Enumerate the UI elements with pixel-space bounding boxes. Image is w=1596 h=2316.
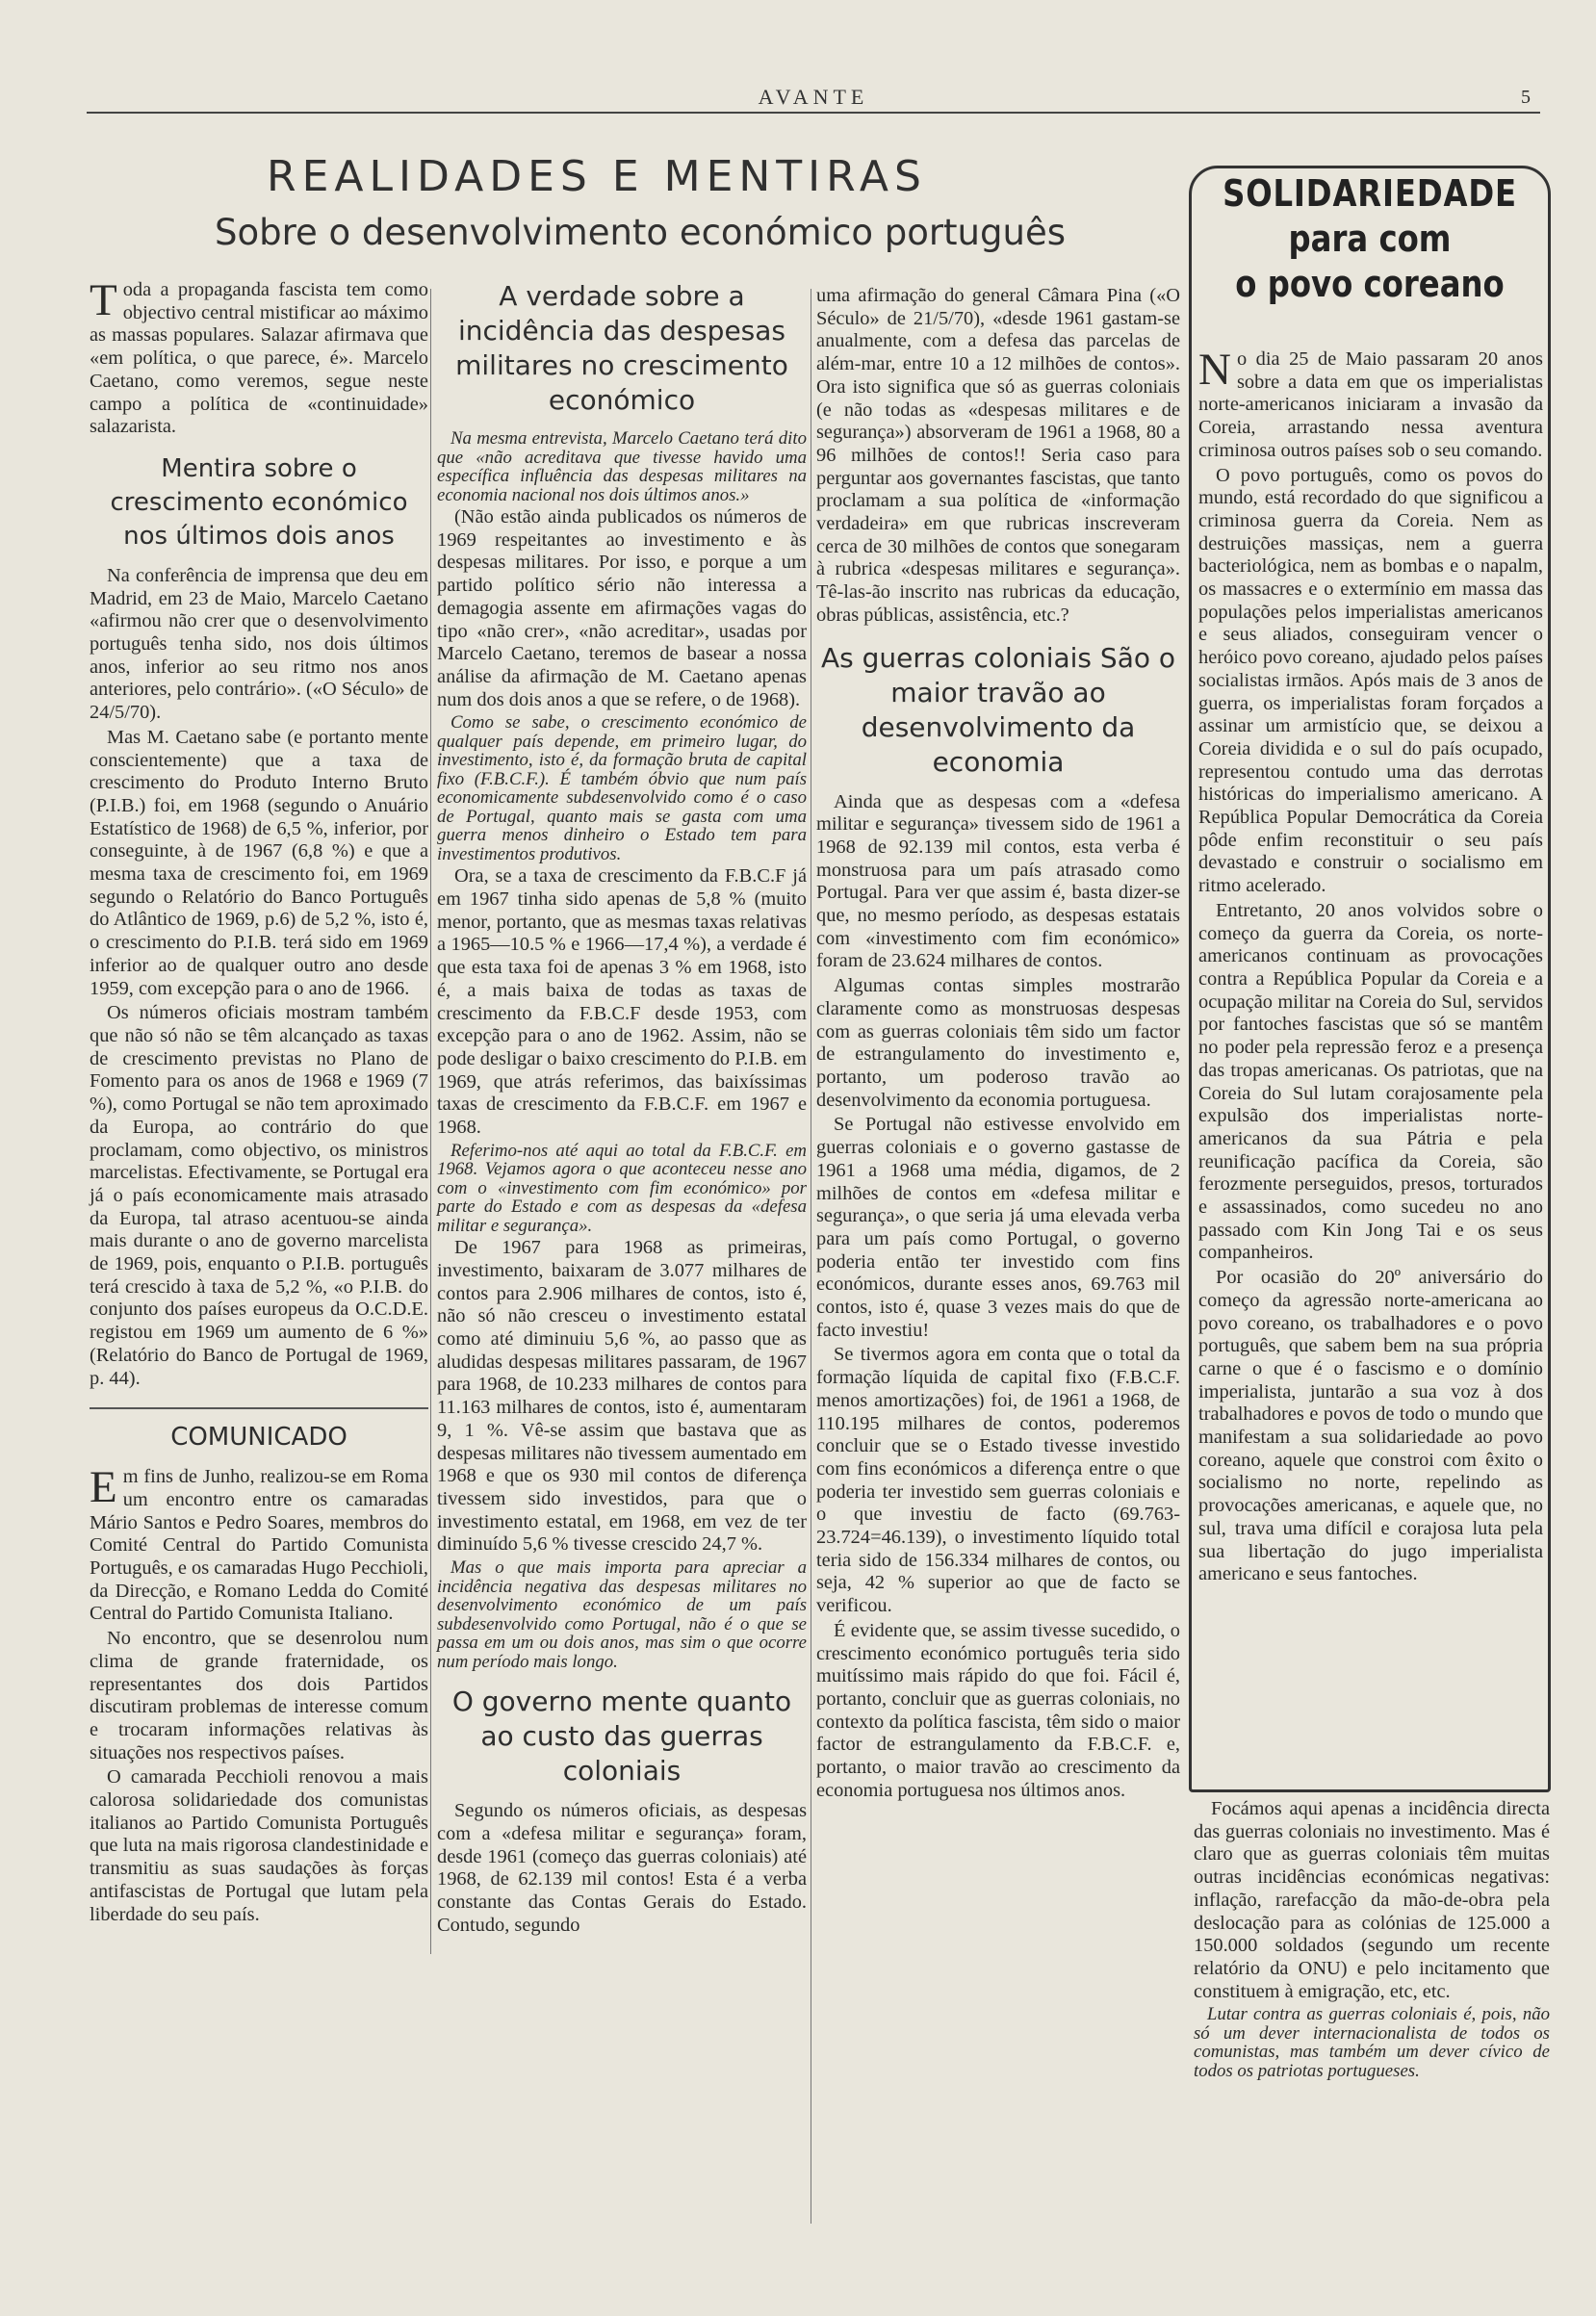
article-paragraph: Toda a propaganda fascista tem como objectivo central mistificar ao máximo as massas populares. Salazar afirmava que «em política, o que parece, é». Marcelo Caetano, como veremos, segue neste campo a política de «continuidade» salazarista. (90, 275, 428, 438)
article-paragraph: Focámos aqui apenas a incidência directa das guerras coloniais no investimento. Mas é claro que as guerras coloniais têm muitas outras incidências económicas negativas: inflação, rarefacção da mão-de-obra pela deslocação para as colónias de 125.000 a 150.000 soldados (segundo um recente relatório da ONU) e pelo incitamento que constituem à emigração, etc, etc. (1194, 1798, 1550, 2002)
article-paragraph: Ainda que as despesas com a «defesa militar e segurança» tivessem sido de 1961 a 1968 de 92.139 mil contos, esta verba é monstruosa para um país atrasado como Portugal. Para ver que assim é, basta dizer-se que, no mesmo período, as despesas estatais com «investimento com fim económico» foram de 23.624 milhares de contos. (816, 790, 1180, 972)
article-paragraph: (Não estão ainda publicados os números de 1969 respeitantes ao investimento e às despesas militares. Por isso, e porque a um partido político sério não interessa a demagogia assente em afirmações vagas do tipo «não crer», «não acreditar», usadas por Marcelo Caetano, teremos de basear a nossa análise da afirmação de M. Caetano apenas num dos dois anos a que se refere, o de 1968). (437, 506, 807, 710)
solidarity-text (1198, 345, 1543, 1588)
communique-section (90, 1407, 428, 1926)
running-head (87, 85, 1540, 116)
article-paragraph: De 1967 para 1968 as primeiras, investimento, baixaram de 3.077 milhares de contos para 2.906 milhares de contos, isto é, não só não cresceu o investimento estatal como até diminuiu 5,6 %, ao passo que as aludidas despesas militares passaram, de 1967 para 1968, de 10.233 milhares de contos para 11.163 milhares de contos, isto é, aumentaram 9, 1 %. Vê-se assim que bastava que as despesas militares não tivessem aumentado em 1968 e que os 930 mil contos de diferença tivessem sido investidos, para que o investimento estatal, em 1968, em vez de ter diminuído 5,6 % tivesse crescido 24,7 %. (437, 1237, 807, 1556)
column-3 (816, 285, 1180, 1804)
page-number: 5 (1521, 87, 1531, 108)
article-paragraph: Os números oficiais mostram também que não só não se têm alcançado as taxas de crescimento previstas no Plano de Fomento para os anos de 1968 e 1969 (7 %), como Portugal se não tem aproximado da Europa, ao contrário do que proclamam, como objectivo, os ministros marcelistas. Efectivamente, se Portugal era já o país economicamente mais atrasado da Europa, tal atraso acentuou-se ainda mais durante o ano de governo marcelista de 1969, pois, enquanto o P.I.B. português terá crescido à taxa de 5,2 %, «o P.I.B. do conjunto dos países europeus da O.C.D.E. registou em 1969 um aumento de 6 %» (Relatório do Banco de Portugal de 1969, p. 44). (90, 1002, 428, 1389)
running-head-title: AVANTE (758, 85, 869, 109)
article-paragraph: Se Portugal não estivesse envolvido em guerras coloniais e o governo gastasse de 1961 a 1968 uma média, digamos, de 2 milhões de contos em «defesa militar e segurança», o que seria já uma elevada verba para um país como Portugal, o governo poderia então ter investido com fins económicos, durante esses anos, 69.763 mil contos, isto é, quase 3 vezes mais do que de facto investiu! (816, 1114, 1180, 1341)
article-paragraph: É evidente que, se assim tivesse sucedido, o crescimento económico português teria sido muitíssimo mais rápido do que foi. Fácil é, portanto, concluir que as guerras coloniais, no contexto da política fascista, têm sido o maior factor de estrangulamento da F.B.C.F. e, portanto, o maior travão ao crescimento da economia portuguesa nos últimos anos. (816, 1619, 1180, 1801)
running-head-rule (87, 112, 1540, 114)
article-paragraph: Na conferência de imprensa que deu em Madrid, em 23 de Maio, Marcelo Caetano «afirmou não crer que o desenvolvimento português tenha sido, nos dois últimos anos, inferior ao seu ritmo nos anos anteriores, pelo contrário». («O Século» de 24/5/70). (90, 564, 428, 724)
column-4 (1194, 1798, 1550, 2082)
article-paragraph: Como se sabe, o crescimento económico de qualquer país depende, em primeiro lugar, do investimento, isto é, da formação bruta de capital fixo (F.B.C.F.). É também óbvio que num país economicamente subdesenvolvido como é o caso de Portugal, quanto mais se gasta com uma guerra menos dinheiro o Estado tem para investimentos produtivos. (437, 712, 807, 864)
drop-cap: T (90, 275, 117, 325)
article-paragraph: O camarada Pecchioli renovou a mais calorosa solidariedade dos comunistas italianos ao Partido Comunista Português que luta na mais rigorosa clandestinidade e transmitiu as suas saudações às forças antifascistas de Portugal que lutam pela liberdade do seu país. (90, 1766, 428, 1925)
article-paragraph: Se tivermos agora em conta que o total da formação líquida de capital fixo (F.B.C.F. menos amortizações) foi, de 1961 a 1968, de 110.195 milhares de contos, poderemos concluir que se o Estado tivesse investido com fins económicos a diferença entre o que poderia ter investido sem guerras coloniais e o que investiu de facto (69.763-23.724=46.139), o investimento líquido total teria sido de 156.334 milhares de contos, ou seja, 42 % superior ao que de facto se verificou. (816, 1344, 1180, 1617)
drop-cap: N (1198, 345, 1231, 395)
article-paragraph: Ora, se a taxa de crescimento da F.B.C.F já em 1967 tinha sido apenas de 5,8 % (muito menor, portanto, que as mesmas taxas relativas a 1965—10.5 % e 1966—17,4 %), a verdade é que esta taxa foi de apenas 3 % em 1968, isto é, a mais baixa de todas as taxas de crescimento da F.B.C.F desde 1953, com excepção para o ano de 1962. Assim, não se pode desligar o baixo crescimento do P.I.B. em 1969, que atrás referimos, das baixíssimas taxas de crescimento da F.B.C.F. em 1967 e 1968. (437, 865, 807, 1139)
article-paragraph: No dia 25 de Maio passaram 20 anos sobre a data em que os imperialistas norte-americanos iniciaram a invasão da Coreia, arrastando nessa aventura criminosa outros países sob o seu comando. (1198, 345, 1543, 461)
article-paragraph: Referimo-nos até aqui ao total da F.B.C.F. em 1968. Vejamos agora o que aconteceu nesse ano com o «investimento com fim económico» por parte do Estado e com as despesas da «defesa militar e segurança». (437, 1140, 807, 1236)
solidarity-heading-line: o povo coreano (1235, 263, 1505, 305)
article-paragraph: Mas M. Caetano sabe (e portanto mente conscientemente) que a taxa de crescimento do Produto Interno Bruto (P.I.B.) foi, em 1968 (segundo o Anuário Estatístico de 1968) de 6,5 %, inferior, por conseguinte, à de 1967 (6,8 %) e que a mesma taxa de crescimento foi, em 1969 segundo o Relatório do Banco Português do Atlântico de 1969, p.6) de 5,2 %, isto é, o crescimento do P.I.B. terá sido em 1969 inferior ao de qualquer outro ano desde 1959, com excepção para o ano de 1966. (90, 726, 428, 999)
article-paragraph: Por ocasião do 20º aniversário do começo da agressão norte-americana ao povo coreano, os trabalhadores e o povo português, que sabem bem na sua própria carne o que é o fascismo e o domínio imperialista, juntarão a sua voz à dos trabalhadores e povos de todo o mundo que manifestam a sua solidariedade ao povo coreano, aquele que constroi com êxito o socialismo no norte, repelindo as provocações americanas, e aquele que, no sul, trava uma difícil e corajosa luta pela sua libertação do jugo imperialista americano e seus fantoches. (1198, 1267, 1543, 1585)
article-paragraph: Entretanto, 20 anos volvidos sobre o começo da guerra da Coreia, os norte-americanos continuam as provocações contra a República Popular da Coreia e a ocupação militar na Coreia do Sul, servidos por fantoches fascistas que só se mantêm no poder pela repressão feroz e a presença das tropas americanas. Os patriotas, que na Coreia do Sul lutam corajosamente pela expulsão dos imperialistas norte-americanos da sua Pátria e pela reunificação pacífica da Coreia, são ferozmente perseguidos, presos, torturados e assassinados, como sucedeu no ano passado com Kin Jong Tai e os seus companheiros. (1198, 899, 1543, 1264)
drop-cap: E (90, 1462, 117, 1513)
section-heading: As guerras coloniais São o maior travão ao desenvolvimento da economia (820, 641, 1176, 778)
article-paragraph: Na mesma entrevista, Marcelo Caetano terá dito que «não acreditava que tivesse havido uma específica influência das despesas militares na economia nacional nos dois últimos anos.» (437, 428, 807, 505)
section-heading: O governo mente quanto ao custo das guerras coloniais (451, 1686, 792, 1788)
headline: REALIDADES E MENTIRAS (267, 152, 927, 201)
section-heading: Mentira sobre o crescimento económico nos últimos dois anos (110, 453, 408, 551)
article-paragraph: Em fins de Junho, realizou-se em Roma um encontro entre os camaradas Mário Santos e Pedro Soares, membros do Comité Central do Partido Comunista Português, e os camaradas Hugo Pecchioli, da Direcção, e Romano Ledda do Comité Central do Partido Comunista Italiano. (90, 1462, 428, 1625)
article-paragraph: Lutar contra as guerras coloniais é, pois, não só um dever internacionalista de todos os comunistas, mas também um dever cívico de todos os patriotas portugueses. (1194, 2004, 1550, 2081)
article-paragraph: Mas o que mais importa para apreciar a incidência negativa das despesas militares no desenvolvimento económico de um país subdesenvolvido como Portugal, não é o que se passa em um ou dois anos, mas sim o que ocorre num período mais longo. (437, 1557, 807, 1672)
article-paragraph: No encontro, que se desenrolou num clima de grande fraternidade, os representantes dos dois Partidos discutiram problemas de interesse comum e trocaram informações relativas às situações nos respectivos países. (90, 1628, 428, 1763)
article-paragraph: Segundo os números oficiais, as despesas com a «defesa militar e segurança» foram, desde 1961 (começo das guerras coloniais) até 1968, de 62.139 mil contos! Esta é a verba constante das Contas Gerais do Estado. Contudo, segundo (437, 1800, 807, 1936)
article-paragraph: Algumas contas simples mostrarão claramente como as monstruosas despesas com as guerras coloniais têm sido um factor de estrangulamento do investimento e, portanto, um poderoso travão ao desenvolvimento da economia portuguesa. (816, 975, 1180, 1111)
subheadline: Sobre o desenvolvimento económico português (215, 212, 1066, 253)
solidarity-heading-line: SOLIDARIEDADE (1223, 172, 1517, 215)
communique-heading: COMUNICADO (170, 1423, 348, 1453)
column-rule (430, 289, 431, 1954)
article-paragraph: uma afirmação do general Câmara Pina («O Século» de 21/5/70), «desde 1961 gastam-se anualmente, com a defesa das parcelas de além-mar, entre 10 a 12 milhões de contos». Ora isto significa que só as guerras coloniais (e não todas as «despesas militares e de segurança») absorveram de 1961 a 1968, 80 a 96 milhões de contos!! Seria caso para perguntar aos governantes fascistas, que tanto proclamam a sua política de «informação verdadeira» em que rubricas inscreveram cerca de 30 milhões de contos que sonegaram à rubrica «despesas militares e segurança». Tê-las-ão inscrito nas rubricas da educação, obras públicas, assistência, etc.? (816, 285, 1180, 626)
article-paragraph: O povo português, como os povos do mundo, está recordado do que significou a criminosa guerra da Coreia. Nem as destruições massiças, nem a guerra bacteriológica, nem as bombas e o napalm, os massacres e o extermínio em massa das populações pelos imperialistas americanos e seus aliados, conseguiram vencer o heróico povo coreano, ajudado pelos países socialistas irmãos. Após mais de 3 anos de guerra, os imperialistas foram forçados a assinar um armistício que, se deixou a Coreia dividida e o sul do país ocupado, representou contudo uma das derrotas históricas do imperialismo americano. A República Popular Democrática da Coreia pôde enfim reconstituir o seu país devastado e construir o socialismo em ritmo acelerado. (1198, 464, 1543, 897)
column-2 (437, 279, 807, 1939)
solidarity-heading (1194, 171, 1546, 306)
solidarity-heading-line: para com (1288, 218, 1452, 260)
column-1 (90, 275, 428, 1936)
section-heading: A verdade sobre a incidência das despesas militares no crescimento económico (455, 280, 788, 416)
